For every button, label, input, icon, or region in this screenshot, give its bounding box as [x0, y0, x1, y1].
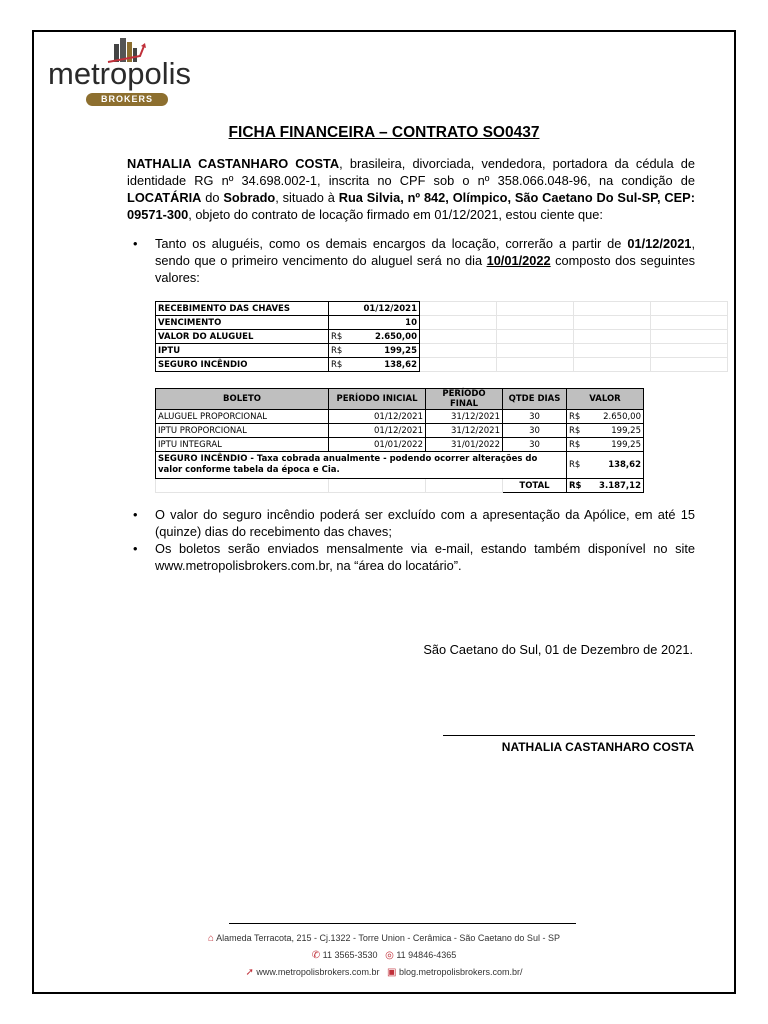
logo-wordmark: metropolis [48, 56, 191, 91]
table-row: VALOR DO ALUGUEL R$ 2.650,00 [156, 330, 728, 344]
cursor-icon: ➚ [245, 967, 254, 978]
signature-name: NATHALIA CASTANHARO COSTA [501, 740, 694, 754]
start-date: 01/12/2021 [627, 236, 692, 251]
property-address: Rua Silvia, nº 842, Olímpico, São Caetano Do Sul-SP, CEP: 09571-300 [127, 190, 695, 222]
footer-address: ⌂ Alameda Terracota, 215 - Cj.1322 - Torre Union - Cerâmica - São Caetano do Sul - SP [208, 933, 560, 944]
table-row: RECEBIMENTO DAS CHAVES 01/12/2021 [156, 302, 728, 316]
table-row: ALUGUEL PROPORCIONAL 01/12/2021 31/12/2021 30 R$ 2.650,00 [156, 410, 644, 424]
place-and-date: São Caetano do Sul, 01 de Dezembro de 2021. [423, 642, 693, 657]
home-icon: ⌂ [208, 933, 215, 944]
boleto-table [155, 388, 644, 493]
site-link[interactable]: www.metropolisbrokers.com.br [256, 967, 380, 977]
bullet-icon: • [133, 541, 138, 556]
table-row-total: TOTAL R$ 3.187,12 [156, 479, 644, 493]
table-header-row: BOLETO PERÍODO INICIAL PERÍODO FINAL QTDE DIAS VALOR [156, 389, 644, 410]
page-title: FICHA FINANCEIRA – CONTRATO SO0437 [228, 124, 540, 141]
logo-brokers-badge: BROKERS [86, 93, 168, 106]
footer-phones: ✆ 11 3565-3530 ◎ 11 94846-4365 [311, 950, 457, 961]
table-row: IPTU PROPORCIONAL 01/12/2021 31/12/2021 30 R$ 199,25 [156, 424, 644, 438]
whatsapp-icon: ◎ [385, 950, 394, 961]
intro-paragraph: NATHALIA CASTANHARO COSTA, brasileira, divorciada, vendedora, portadora da cédula de identidade RG nº 34.698.002-1, inscrita no CPF sob o nº 358.066.048-96, na condição de LOCATÁRIA do Sobrado, situado à Rua Silvia, nº 842, Olímpico, São Caetano Do Sul-SP, CEP: 09571-300, objeto do contrato de locação firmado em 01/12/2021, estou ciente que: [127, 156, 696, 222]
table-row: IPTU R$ 199,25 [156, 344, 728, 358]
bullet-icon: • [133, 236, 138, 251]
table-row: SEGURO INCÊNDIO R$ 138,62 [156, 358, 728, 372]
table-row: IPTU INTEGRAL 01/01/2022 31/01/2022 30 R$ 199,25 [156, 438, 644, 452]
blog-link[interactable]: blog.metropolisbrokers.com.br/ [398, 967, 523, 977]
phone-icon: ✆ [311, 950, 321, 961]
summary-table [155, 301, 728, 372]
first-due-date: 10/01/2022 [486, 253, 551, 268]
tenant-role: LOCATÁRIA [127, 190, 202, 205]
footer-divider [229, 923, 576, 924]
blog-icon: ▣ [386, 967, 397, 978]
table-row: VENCIMENTO 10 [156, 316, 728, 330]
tenant-name: NATHALIA CASTANHARO COSTA [127, 156, 340, 171]
footer-links [0, 967, 768, 978]
table-row-seguro: SEGURO INCÊNDIO - Taxa cobrada anualmente - podendo ocorrer alterações do valor conforme tabela da época e Cia. R$ 138,62 [156, 452, 644, 479]
signature-line [443, 735, 695, 736]
bullet-icon: • [133, 507, 138, 522]
property-type: Sobrado [223, 190, 276, 205]
